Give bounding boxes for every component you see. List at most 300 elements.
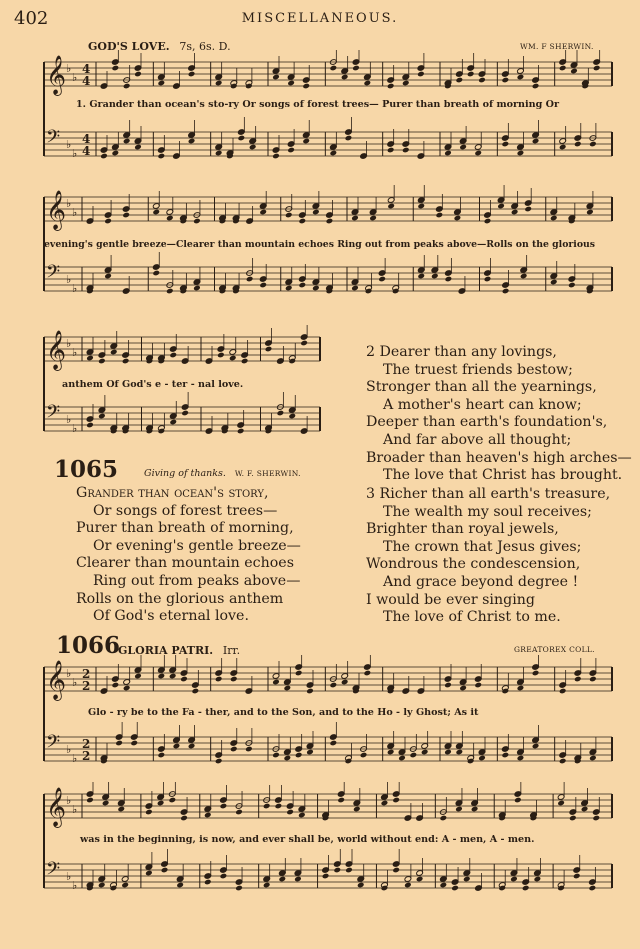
- note-head: [417, 273, 425, 280]
- note-head: [152, 209, 160, 216]
- note-head: [455, 806, 463, 813]
- note-head: [204, 812, 212, 819]
- note-head: [112, 150, 120, 157]
- note-head: [497, 203, 505, 210]
- note-head: [522, 885, 530, 892]
- note-head: [402, 80, 410, 87]
- note-head: [456, 77, 464, 84]
- note-head: [417, 203, 425, 210]
- tune-composer: WM. F SHERWIN.: [520, 42, 594, 51]
- note-head: [249, 144, 257, 151]
- note-head: [263, 803, 271, 810]
- flat-icon: ♭: [72, 752, 78, 765]
- note-head: [444, 749, 452, 756]
- note-head: [272, 679, 280, 686]
- note-head: [134, 673, 142, 680]
- note-head: [188, 138, 196, 145]
- note-head: [517, 685, 525, 692]
- note-head: [514, 797, 522, 804]
- note-head: [459, 144, 467, 151]
- note-head: [288, 413, 296, 420]
- note-head: [157, 800, 165, 807]
- note-head: [241, 358, 249, 365]
- note-head: [169, 797, 177, 804]
- note-head: [279, 876, 287, 883]
- treble-clef-icon: 𝄞: [46, 330, 67, 370]
- note-head: [295, 752, 303, 759]
- flat-icon: ♭: [66, 413, 72, 426]
- note-head: [326, 218, 334, 225]
- note-head: [192, 688, 200, 695]
- note-head: [357, 882, 365, 889]
- time-signature: 4: [82, 74, 91, 88]
- note-head: [295, 670, 303, 677]
- note-head: [180, 676, 188, 683]
- flat-icon: ♭: [66, 743, 72, 756]
- verse-line: Broader than heaven's high arches—: [366, 449, 632, 466]
- note-head: [152, 270, 160, 277]
- flat-icon: ♭: [72, 422, 78, 435]
- treble-clef-icon: 𝄞: [46, 190, 67, 230]
- note-head: [272, 74, 280, 81]
- note-head: [123, 685, 131, 692]
- note-head: [330, 740, 338, 747]
- note-head: [593, 65, 601, 72]
- note-head: [277, 410, 285, 417]
- note-head: [217, 352, 225, 359]
- note-head: [586, 209, 594, 216]
- note-head: [230, 676, 238, 683]
- note-head: [502, 288, 510, 295]
- note-head: [520, 273, 528, 280]
- note-head: [238, 135, 246, 142]
- verse-line: Deeper than earth's foundation's,: [366, 414, 608, 431]
- verse-line: Stronger than all the yearnings,: [366, 379, 597, 396]
- note-head: [215, 758, 223, 765]
- bass-staff: [44, 117, 612, 160]
- note-head: [102, 800, 110, 807]
- page-number: 402: [14, 8, 49, 29]
- note-head: [204, 879, 212, 886]
- note-head: [130, 740, 138, 747]
- note-head: [589, 755, 597, 762]
- note-head: [345, 867, 353, 874]
- note-head: [115, 740, 123, 747]
- note-head: [161, 867, 169, 874]
- note-head: [456, 749, 464, 756]
- note-head: [559, 688, 567, 695]
- time-signature: 2: [82, 667, 91, 681]
- note-head: [502, 141, 510, 148]
- note-head: [431, 273, 439, 280]
- note-head: [387, 203, 395, 210]
- note-head: [86, 797, 94, 804]
- verse-line: 3 Richer than all earth's treasure,: [366, 486, 611, 502]
- note-head: [402, 147, 410, 154]
- note-head: [445, 276, 453, 283]
- note-head: [568, 282, 576, 289]
- flat-icon: ♭: [66, 138, 72, 151]
- note-head: [284, 755, 292, 762]
- note-head: [312, 209, 320, 216]
- note-head: [181, 410, 189, 417]
- tune-source-1066: GREATOREX COLL.: [514, 645, 595, 654]
- note-head: [322, 873, 330, 880]
- verse-line: I would be ever singing: [366, 591, 535, 608]
- treble-staff: [44, 782, 612, 828]
- note-head: [284, 685, 292, 692]
- tune-name: GOD'S LOVE.: [88, 40, 170, 53]
- stanza-1: [76, 485, 301, 626]
- note-head: [169, 419, 177, 426]
- note-head: [351, 285, 359, 292]
- note-head: [454, 215, 462, 222]
- treble-staff: [44, 185, 612, 231]
- note-head: [121, 882, 129, 889]
- time-signature: 2: [82, 737, 91, 751]
- note-head: [421, 749, 429, 756]
- note-head: [104, 218, 112, 225]
- flat-icon: ♭: [66, 273, 72, 286]
- note-head: [193, 218, 201, 225]
- verse-line: Rolls on the glorious anthem: [76, 590, 284, 607]
- note-head: [272, 752, 280, 759]
- note-head: [410, 752, 418, 759]
- treble-staff: [44, 655, 612, 701]
- note-head: [341, 679, 349, 686]
- note-head: [333, 867, 341, 874]
- note-head: [351, 215, 359, 222]
- note-head: [440, 882, 448, 889]
- note-head: [573, 873, 581, 880]
- note-head: [235, 885, 243, 892]
- tune-meter-1066: Irr.: [222, 644, 241, 657]
- note-head: [98, 358, 106, 365]
- bass-clef-icon: 𝄢: [46, 262, 61, 287]
- note-head: [123, 83, 131, 90]
- note-head: [569, 815, 577, 822]
- note-head: [360, 752, 368, 759]
- note-head: [440, 815, 448, 822]
- hymn-subtitle: [144, 468, 301, 479]
- note-head: [330, 65, 338, 72]
- verse-line: And grace beyond degree !: [383, 573, 579, 590]
- note-head: [173, 743, 181, 750]
- note-head: [404, 882, 412, 889]
- note-head: [117, 806, 125, 813]
- note-head: [275, 803, 283, 810]
- hymn-number-1066: 1066: [56, 632, 121, 659]
- verse-line: Grander than ocean's story,: [76, 485, 269, 501]
- note-head: [312, 285, 320, 292]
- flat-icon: ♭: [72, 803, 78, 816]
- bass-staff: [44, 849, 612, 892]
- note-head: [532, 670, 540, 677]
- time-signature: 4: [82, 62, 91, 76]
- note-head: [451, 885, 459, 892]
- treble-staff: [44, 50, 612, 96]
- lyric-line-3: anthem Of God's e - ter - nal love.: [62, 379, 244, 390]
- verse-line: And far above all thought;: [383, 431, 572, 448]
- note-head: [100, 153, 108, 160]
- note-head: [467, 71, 475, 78]
- note-head: [532, 83, 540, 90]
- note-head: [534, 876, 542, 883]
- bass-staff: [44, 252, 612, 295]
- treble-staff: [44, 325, 320, 371]
- note-head: [145, 870, 153, 877]
- note-head: [589, 676, 597, 683]
- note-head: [169, 673, 177, 680]
- note-head: [352, 65, 360, 72]
- note-head: [215, 150, 223, 157]
- note-head: [230, 746, 238, 753]
- note-head: [510, 876, 518, 883]
- treble-clef-icon: 𝄞: [46, 660, 67, 700]
- treble-clef-icon: 𝄞: [46, 787, 67, 827]
- note-head: [589, 141, 597, 148]
- verse-line: Ring out from peaks above—: [93, 572, 301, 589]
- note-head: [484, 276, 492, 283]
- note-head: [570, 68, 578, 75]
- note-head: [559, 758, 567, 765]
- note-head: [559, 65, 567, 72]
- note-head: [112, 682, 120, 689]
- note-head: [532, 743, 540, 750]
- lyric-line-4: Glo - ry be to the Fa - ther, and to the Son, and to the Ho - ly Ghost; As it: [88, 707, 479, 718]
- note-head: [306, 688, 314, 695]
- bass-staff: [44, 722, 612, 765]
- hymn-occasion: Giving of thanks.: [144, 468, 226, 479]
- note-head: [287, 80, 295, 87]
- note-head: [263, 882, 271, 889]
- note-head: [86, 355, 94, 362]
- note-head: [574, 676, 582, 683]
- note-head: [166, 288, 174, 295]
- note-head: [272, 153, 280, 160]
- note-head: [306, 749, 314, 756]
- note-head: [502, 77, 510, 84]
- stanza-3: [366, 486, 610, 627]
- flat-icon: ♭: [66, 667, 72, 680]
- note-head: [122, 212, 130, 219]
- verse-line: The wealth my soul receives;: [383, 503, 592, 520]
- note-head: [517, 755, 525, 762]
- flat-icon: ♭: [72, 206, 78, 219]
- bass-clef-icon: 𝄢: [46, 127, 61, 152]
- note-head: [444, 150, 452, 157]
- note-head: [387, 749, 395, 756]
- note-head: [517, 150, 525, 157]
- note-head: [300, 340, 308, 347]
- verse-line: Or evening's gentle breeze—: [93, 537, 301, 554]
- tune-meter: 7s, 6s. D.: [179, 40, 231, 53]
- note-head: [299, 282, 307, 289]
- flat-icon: ♭: [72, 282, 78, 295]
- note-head: [459, 685, 467, 692]
- verse-line: A mother's heart can know;: [383, 396, 582, 413]
- note-head: [474, 150, 482, 157]
- note-head: [299, 218, 307, 225]
- note-head: [259, 282, 267, 289]
- note-head: [215, 676, 223, 683]
- verse-line: The love of Christ to me.: [383, 609, 561, 626]
- note-head: [98, 882, 106, 889]
- note-head: [392, 867, 400, 874]
- note-head: [237, 428, 245, 435]
- note-head: [245, 746, 253, 753]
- running-head: MISCELLANEOUS.: [241, 11, 399, 26]
- note-head: [345, 135, 353, 142]
- flat-icon: ♭: [66, 337, 72, 350]
- note-head: [416, 876, 424, 883]
- note-head: [176, 882, 184, 889]
- note-head: [474, 682, 482, 689]
- note-head: [364, 670, 372, 677]
- note-head: [294, 876, 302, 883]
- flat-icon: ♭: [72, 676, 78, 689]
- note-head: [158, 80, 166, 87]
- note-head: [341, 74, 349, 81]
- note-head: [471, 806, 479, 813]
- note-head: [246, 276, 254, 283]
- note-head: [188, 71, 196, 78]
- note-head: [581, 806, 589, 813]
- note-head: [417, 71, 425, 78]
- note-head: [559, 144, 567, 151]
- note-head: [286, 809, 294, 816]
- note-head: [502, 752, 510, 759]
- note-head: [302, 83, 310, 90]
- note-head: [353, 806, 361, 813]
- time-signature: 2: [82, 679, 91, 693]
- verse-line: The love that Christ has brought.: [383, 467, 623, 484]
- note-head: [511, 209, 519, 216]
- lyric-line-1: 1. Grander than ocean's sto-ry Or songs of forest trees— Purer than breath of morning Or: [76, 99, 560, 110]
- note-head: [285, 285, 293, 292]
- note-head: [193, 285, 201, 292]
- note-head: [145, 809, 153, 816]
- note-head: [98, 413, 106, 420]
- verse-line: The crown that Jesus gives;: [383, 538, 582, 555]
- note-head: [463, 876, 471, 883]
- note-head: [532, 138, 540, 145]
- time-signature: 4: [82, 144, 91, 158]
- note-head: [392, 797, 400, 804]
- verse-line: Clearer than mountain echoes: [76, 555, 294, 572]
- note-head: [110, 349, 118, 356]
- note-head: [478, 77, 486, 84]
- bass-clef-icon: 𝄢: [46, 732, 61, 757]
- flat-icon: ♭: [72, 71, 78, 84]
- note-head: [302, 138, 310, 145]
- note-head: [478, 755, 486, 762]
- lyric-line-2: evening's gentle breeze—Clearer than mountain echoes Ring out from peaks above—Rolls on the glorious: [44, 239, 596, 250]
- note-head: [86, 422, 94, 429]
- note-head: [158, 752, 166, 759]
- verse-line: Of God's eternal love.: [93, 608, 249, 625]
- note-head: [158, 153, 166, 160]
- note-head: [574, 141, 582, 148]
- verse-line: 2 Dearer than any lovings,: [366, 344, 557, 360]
- flat-icon: ♭: [66, 794, 72, 807]
- note-head: [436, 212, 444, 219]
- note-head: [337, 797, 345, 804]
- lyric-line-5: was in the beginning, is now, and ever shall be, world without end: A - men, A - men.: [80, 834, 535, 845]
- note-head: [387, 147, 395, 154]
- verse-line: Wondrous the condescension,: [366, 556, 581, 573]
- hymn-number: 1065: [54, 456, 119, 483]
- note-head: [166, 215, 174, 222]
- note-head: [122, 358, 130, 365]
- note-head: [524, 206, 532, 213]
- note-head: [265, 346, 273, 353]
- note-head: [330, 150, 338, 157]
- note-head: [229, 355, 237, 362]
- note-head: [285, 212, 293, 219]
- bass-clef-icon: 𝄢: [46, 402, 61, 427]
- verse-line: Or songs of forest trees—: [93, 502, 278, 519]
- note-head: [215, 80, 223, 87]
- verse-line: Brighter than royal jewels,: [366, 521, 559, 538]
- note-head: [330, 682, 338, 689]
- bass-clef-icon: 𝄢: [46, 859, 61, 884]
- note-head: [235, 809, 243, 816]
- note-head: [169, 352, 177, 359]
- verse-line: The truest friends bestow;: [383, 361, 573, 378]
- note-head: [104, 273, 112, 280]
- note-head: [188, 743, 196, 750]
- bass-staff: [44, 392, 320, 435]
- note-head: [381, 800, 389, 807]
- time-signature: 2: [82, 749, 91, 763]
- note-head: [364, 80, 372, 87]
- flat-icon: ♭: [72, 346, 78, 359]
- note-head: [112, 65, 120, 72]
- tune-name-1066: GLORIA PATRI.: [118, 644, 214, 657]
- verse-line: Purer than breath of morning,: [76, 520, 294, 537]
- note-head: [592, 815, 600, 822]
- note-head: [444, 682, 452, 689]
- note-head: [398, 755, 406, 762]
- note-head: [180, 815, 188, 822]
- note-head: [298, 812, 306, 819]
- flat-icon: ♭: [72, 147, 78, 160]
- note-head: [589, 885, 597, 892]
- note-head: [387, 83, 395, 90]
- flat-icon: ♭: [66, 62, 72, 75]
- hymn-author: W. F. SHERWIN.: [234, 469, 301, 478]
- note-head: [378, 276, 386, 283]
- note-head: [517, 74, 525, 81]
- note-head: [158, 673, 166, 680]
- note-head: [484, 218, 492, 225]
- flat-icon: ♭: [66, 870, 72, 883]
- note-head: [259, 209, 267, 216]
- note-head: [134, 71, 142, 78]
- note-head: [550, 215, 558, 222]
- note-head: [550, 279, 558, 286]
- note-head: [220, 803, 228, 810]
- note-head: [123, 138, 131, 145]
- flat-icon: ♭: [66, 197, 72, 210]
- note-head: [369, 215, 377, 222]
- note-head: [287, 147, 295, 154]
- note-head: [557, 800, 565, 807]
- flat-icon: ♭: [72, 879, 78, 892]
- stanza-2: [366, 344, 632, 485]
- note-head: [134, 144, 142, 151]
